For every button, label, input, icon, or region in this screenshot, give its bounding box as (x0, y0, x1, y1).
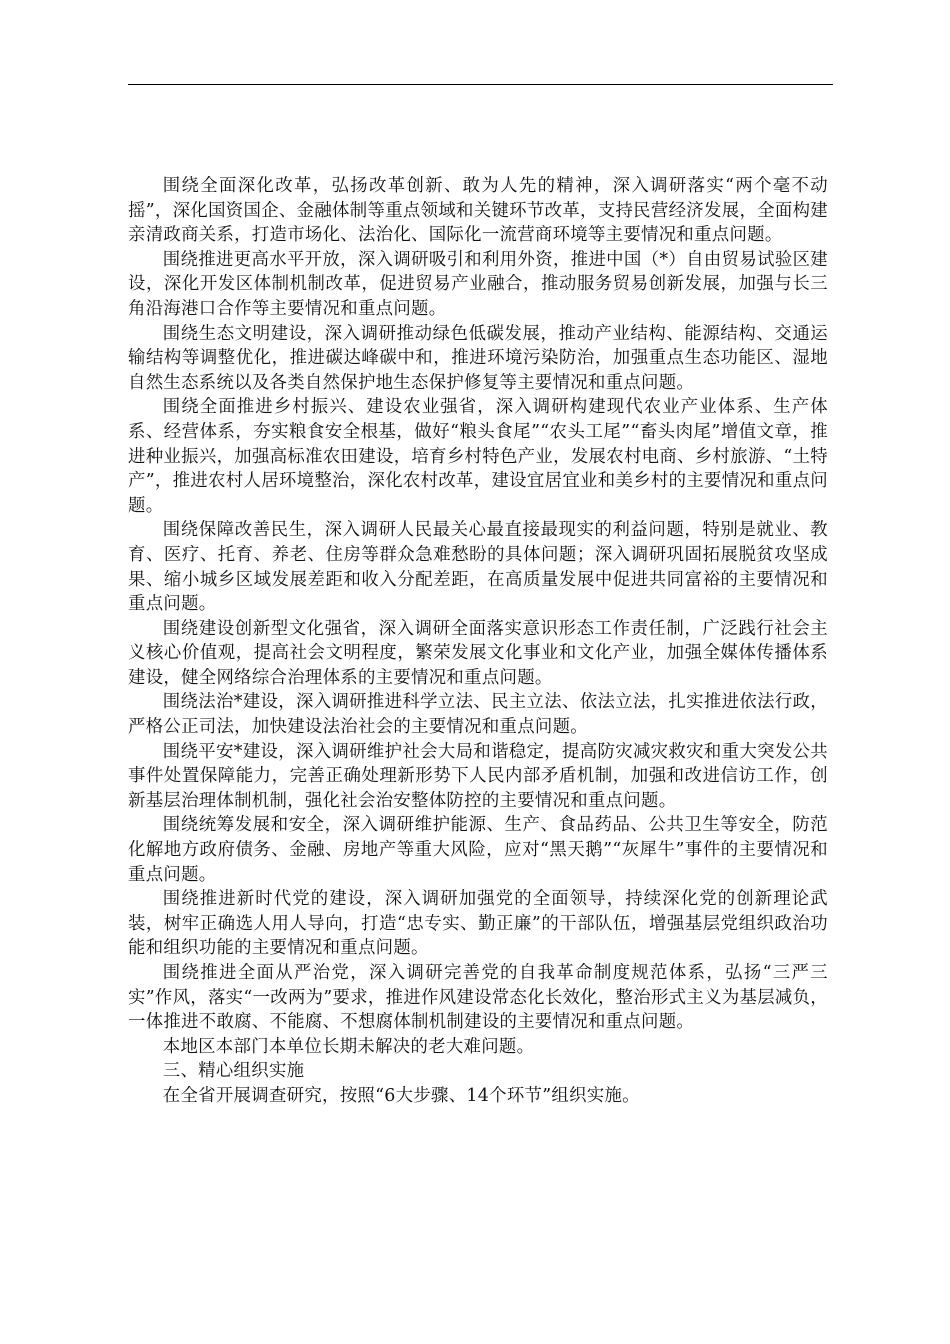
paragraph-ecology: 围绕生态文明建设，深入调研推动绿色低碳发展，推动产业结构、能源结构、交通运输结构等调整优化，推进碳达峰碳中和，推进环境污染防治，加强重点生态功能区、湿地自然生态系统以及各类自然保护地生态保护修复等主要情况和重点问题。 (128, 323, 828, 393)
section-heading: 三、精心组织实施 (162, 1061, 305, 1082)
paragraph-safety: 围绕平安*建设，深入调研维护社会大局和谐稳定，提高防灾减灾救灾和重大突发公共事件处置保障能力，完善正确处理新形势下人民内部矛盾机制，加强和改进信访工作，创新基层治理体制机制，强化社会治安整体防控的主要情况和重点问题。 (128, 741, 828, 811)
paragraph-strict-governance: 围绕推进全面从严治党，深入调研完善党的自我革命制度规范体系，弘扬“三严三实”作风，落实“一改两为”要求，推进作风建设常态化长效化，整治形式主义为基层减负，一体推进不敢腐、不能腐、不想腐体制机制建设的主要情况和重点问题。 (128, 963, 828, 1033)
paragraph-culture: 围绕建设创新型文化强省，深入调研全面落实意识形态工作责任制，广泛践行社会主义核心价值观，提高社会文明程度，繁荣发展文化事业和文化产业，加强全媒体传播体系建设，健全网络综合治理体系的主要情况和重点问题。 (128, 618, 828, 688)
document-body (128, 174, 828, 1109)
paragraph-livelihood: 围绕保障改善民生，深入调研人民最关心最直接最现实的利益问题，特别是就业、教育、医疗、托育、养老、住房等群众急难愁盼的具体问题；深入调研巩固拓展脱贫攻坚成果、缩小城乡区域发展差距和收入分配差距，在高质量发展中促进共同富裕的主要情况和重点问题。 (128, 520, 828, 615)
header-rule (128, 84, 833, 85)
paragraph-implementation: 在全省开展调查研究，按照“6大步骤、14个环节”组织实施。 (162, 1085, 640, 1106)
paragraph-rural-revitalization: 围绕全面推进乡村振兴、建设农业强省，深入调研构建现代农业产业体系、生产体系、经营体系，夯实粮食安全根基，做好“粮头食尾”“农头工尾”“畜头肉尾”增值文章，推进种业振兴，加强高标准农田建设，培育乡村特色产业，发展农村电商、乡村旅游、“土特产”，推进农村人居环境整治，深化农村改革，建设宜居宜业和美乡村的主要情况和重点问题。 (128, 397, 828, 516)
paragraph-rule-of-law: 围绕法治*建设，深入调研推进科学立法、民主立法、依法立法，扎实推进依法行政，严格公正司法，加快建设法治社会的主要情况和重点问题。 (128, 692, 828, 738)
paragraph-reform: 围绕全面深化改革，弘扬改革创新、敢为人先的精神，深入调研落实“两个毫不动摇”，深化国资国企、金融体制等重点领域和关键环节改革，支持民营经济发展，全面构建亲清政商关系，打造市场化、法治化、国际化一流营商环境等主要情况和重点问题。 (128, 176, 828, 246)
paragraph-development-security: 围绕统筹发展和安全，深入调研维护能源、生产、食品药品、公共卫生等安全，防范化解地方政府债务、金融、房地产等重大风险，应对“黑天鹅”“灰犀牛”事件的主要情况和重点问题。 (128, 815, 828, 885)
paragraph-party-building: 围绕推进新时代党的建设，深入调研加强党的全面领导，持续深化党的创新理论武装，树牢正确选人用人导向，打造“忠专实、勤正廉”的干部队伍，增强基层党组织政治功能和组织功能的主要情况和重点问题。 (128, 889, 828, 959)
paragraph-longstanding-issues: 本地区本部门本单位长期未解决的老大难问题。 (162, 1036, 535, 1057)
paragraph-opening: 围绕推进更高水平开放，深入调研吸引和利用外资，推进中国（*）自由贸易试验区建设，深化开发区体制机制改革，促进贸易产业融合，推动服务贸易创新发展，加强与长三角沿海港口合作等主要情况和重点问题。 (128, 249, 828, 319)
